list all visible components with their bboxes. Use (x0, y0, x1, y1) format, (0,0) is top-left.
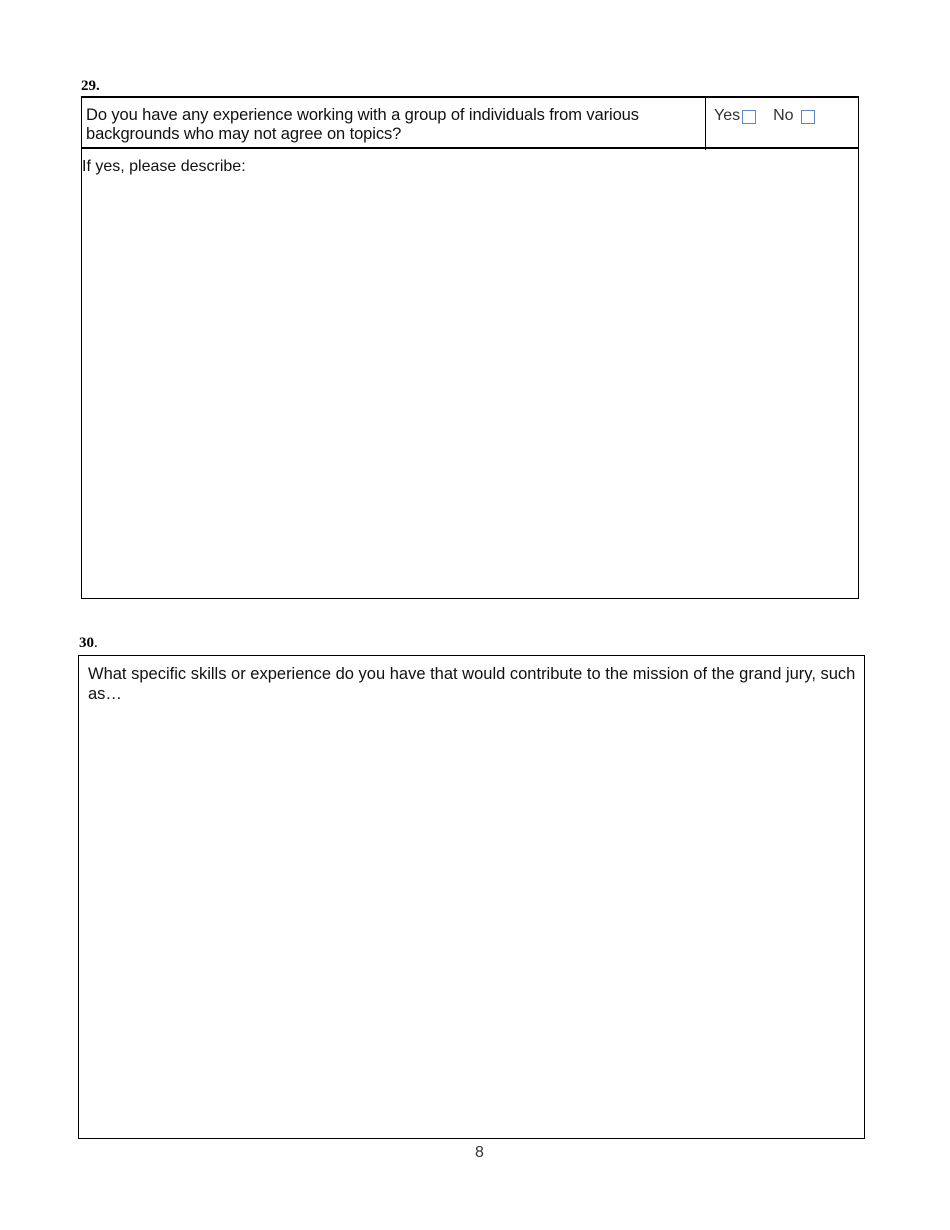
question-30-number-value: 30 (79, 635, 94, 651)
yes-label: Yes (714, 107, 741, 124)
question-29-text: Do you have any experience working with a group of individuals from various backgrounds who may not agree on topics? (86, 106, 639, 143)
question-29-describe-label: If yes, please describe: (82, 158, 246, 175)
yes-checkbox[interactable] (742, 110, 756, 124)
question-30-number (79, 635, 98, 652)
question-30-answer-field[interactable] (79, 708, 864, 1136)
question-29-box (81, 96, 859, 599)
no-checkbox[interactable] (801, 110, 815, 124)
question-29-describe-field[interactable] (82, 179, 858, 597)
question-29-header (82, 97, 858, 149)
question-29-divider (705, 98, 706, 150)
question-30-box (78, 655, 865, 1139)
question-29-number: 29. (81, 78, 100, 94)
page-number: 8 (475, 1144, 484, 1161)
question-29-yes-no (714, 107, 815, 125)
question-30-text: What specific skills or experience do you have that would contribute to the mission of the grand jury, such as… (88, 665, 856, 703)
no-label: No (773, 107, 794, 124)
question-30-number-dot: . (94, 635, 98, 651)
